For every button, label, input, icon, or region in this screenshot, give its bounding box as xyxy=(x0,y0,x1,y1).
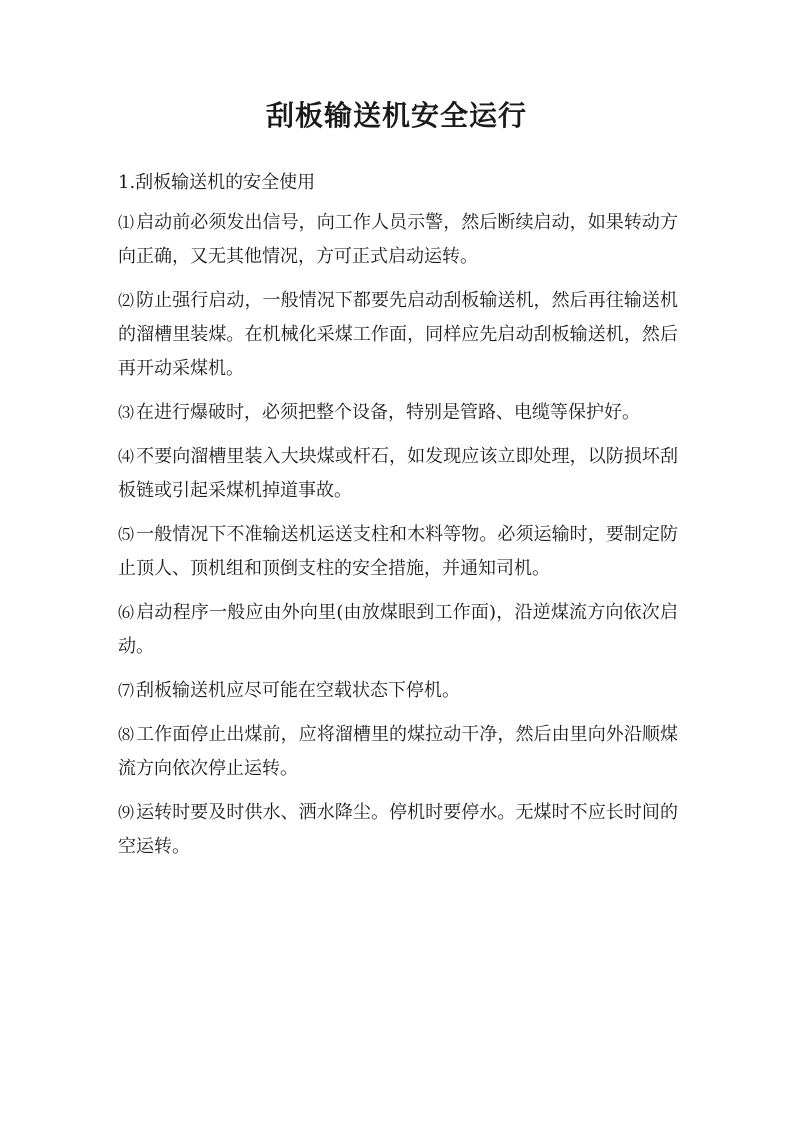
item-marker: ⑺ xyxy=(118,681,135,700)
list-item xyxy=(118,440,678,508)
section-heading: 1.刮板输送机的安全使用 xyxy=(118,172,316,193)
item-marker: ⑶ xyxy=(118,403,135,422)
document-body xyxy=(118,166,678,874)
item-marker: ⑷ xyxy=(118,447,135,466)
list-item xyxy=(118,206,678,274)
item-text: 不要向溜槽里装入大块煤或杆石，如发现应该立即处理，以防损坏刮板链或引起采煤机掉道事故。 xyxy=(118,446,678,501)
list-item xyxy=(118,796,678,864)
item-text: 防止强行启动，一般情况下都要先启动刮板输送机，然后再往输送机的溜槽里装煤。在机械化采煤工作面，同样应先启动刮板输送机，然后再开动采煤机。 xyxy=(118,290,678,379)
list-item xyxy=(118,596,678,664)
item-marker: ⑵ xyxy=(118,291,135,310)
item-marker: ⑼ xyxy=(118,803,135,822)
item-text: 一般情况下不准输送机运送支柱和木料等物。必须运输时，要制定防止顶人、顶机组和顶倒支柱的安全措施，并通知司机。 xyxy=(118,524,678,579)
list-item xyxy=(118,518,678,586)
list-item xyxy=(118,284,678,386)
item-text: 启动程序一般应由外向里(由放煤眼到工作面)，沿逆煤流方向依次启动。 xyxy=(118,602,678,657)
list-item xyxy=(118,718,678,786)
item-text: 启动前必须发出信号，向工作人员示警，然后断续启动，如果转动方向正确，又无其他情况，方可正式启动运转。 xyxy=(118,212,678,267)
item-marker: ⑹ xyxy=(118,603,135,622)
item-marker: ⑸ xyxy=(118,525,135,544)
item-marker: ⑴ xyxy=(118,213,135,232)
item-marker: ⑻ xyxy=(118,725,135,744)
document-title: 刮板输送机安全运行 xyxy=(265,99,527,132)
list-item xyxy=(118,674,678,708)
item-text: 刮板输送机应尽可能在空载状态下停机。 xyxy=(136,680,461,701)
list-item xyxy=(118,396,678,430)
item-text: 运转时要及时供水、洒水降尘。停机时要停水。无煤时不应长时间的空运转。 xyxy=(118,802,678,857)
item-text: 工作面停止出煤前，应将溜槽里的煤拉动干净，然后由里向外沿顺煤流方向依次停止运转。 xyxy=(118,724,678,779)
item-text: 在进行爆破时，必须把整个设备，特别是管路、电缆等保护好。 xyxy=(136,402,641,423)
